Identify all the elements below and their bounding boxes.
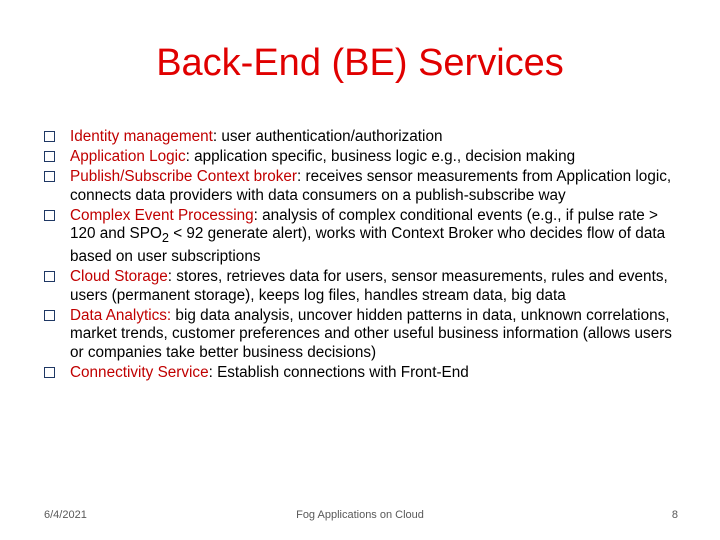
footer-page-number: 8 xyxy=(671,509,678,521)
bullet-item-data-analytics xyxy=(44,307,684,363)
bullet-item-application-logic xyxy=(44,148,684,167)
bullet-text: : analysis of complex conditional events (e.g., if pulse rate > 120 and SPO xyxy=(70,206,658,243)
hollow-square-bullet-icon xyxy=(44,171,55,182)
slide-title: Back-End (BE) Services xyxy=(156,42,564,84)
bullet-term: Identity management xyxy=(70,128,213,145)
bullet-text: big data analysis, uncover hidden patterns in data, unknown correlations, market trends, customer preferences and other useful business information (allows users or companies take better business decisions) xyxy=(70,306,672,362)
hollow-square-bullet-icon xyxy=(44,271,55,282)
bullet-item-context-broker xyxy=(44,168,684,205)
subscript: 2 xyxy=(161,230,169,246)
bullet-text: : Establish connections with Front-End xyxy=(208,364,469,382)
bullet-term: Application Logic xyxy=(70,148,186,166)
bullet-item-complex-event-processing xyxy=(44,207,684,267)
bullet-item-connectivity-service xyxy=(44,364,684,383)
bullet-text-continued: < 92 generate alert), works with Context Broker who decides flow of data based on user subscriptions xyxy=(70,225,666,266)
bullet-term: Data Analytics: xyxy=(70,306,172,324)
bullet-text: : receives sensor measurements from Application logic, connects data providers with data consumers on a publish-subscribe way xyxy=(70,168,672,204)
footer-title: Fog Applications on Cloud xyxy=(296,509,424,521)
bullet-term: Publish/Subscribe Context broker xyxy=(70,168,298,186)
bullet-text: : application specific, business logic e.g., decision making xyxy=(185,148,576,166)
bullet-item-cloud-storage xyxy=(44,268,684,305)
bullet-term: Complex Event Processing xyxy=(70,206,254,224)
bullet-text: : stores, retrieves data for users, sensor measurements, rules and events, users (permanent storage), keeps log files, handles stream data, big data xyxy=(70,268,668,304)
hollow-square-bullet-icon xyxy=(44,131,55,142)
footer-date: 6/4/2021 xyxy=(44,509,87,521)
hollow-square-bullet-icon xyxy=(44,367,55,378)
bullet-text: : user authentication/authorization xyxy=(212,128,443,145)
hollow-square-bullet-icon xyxy=(44,310,55,321)
hollow-square-bullet-icon xyxy=(44,151,55,162)
hollow-square-bullet-icon xyxy=(44,210,55,221)
bullet-term: Connectivity Service xyxy=(70,364,209,382)
bullet-item-identity-management xyxy=(44,128,684,147)
bullet-list xyxy=(44,128,684,384)
bullet-term: Cloud Storage xyxy=(70,268,168,286)
